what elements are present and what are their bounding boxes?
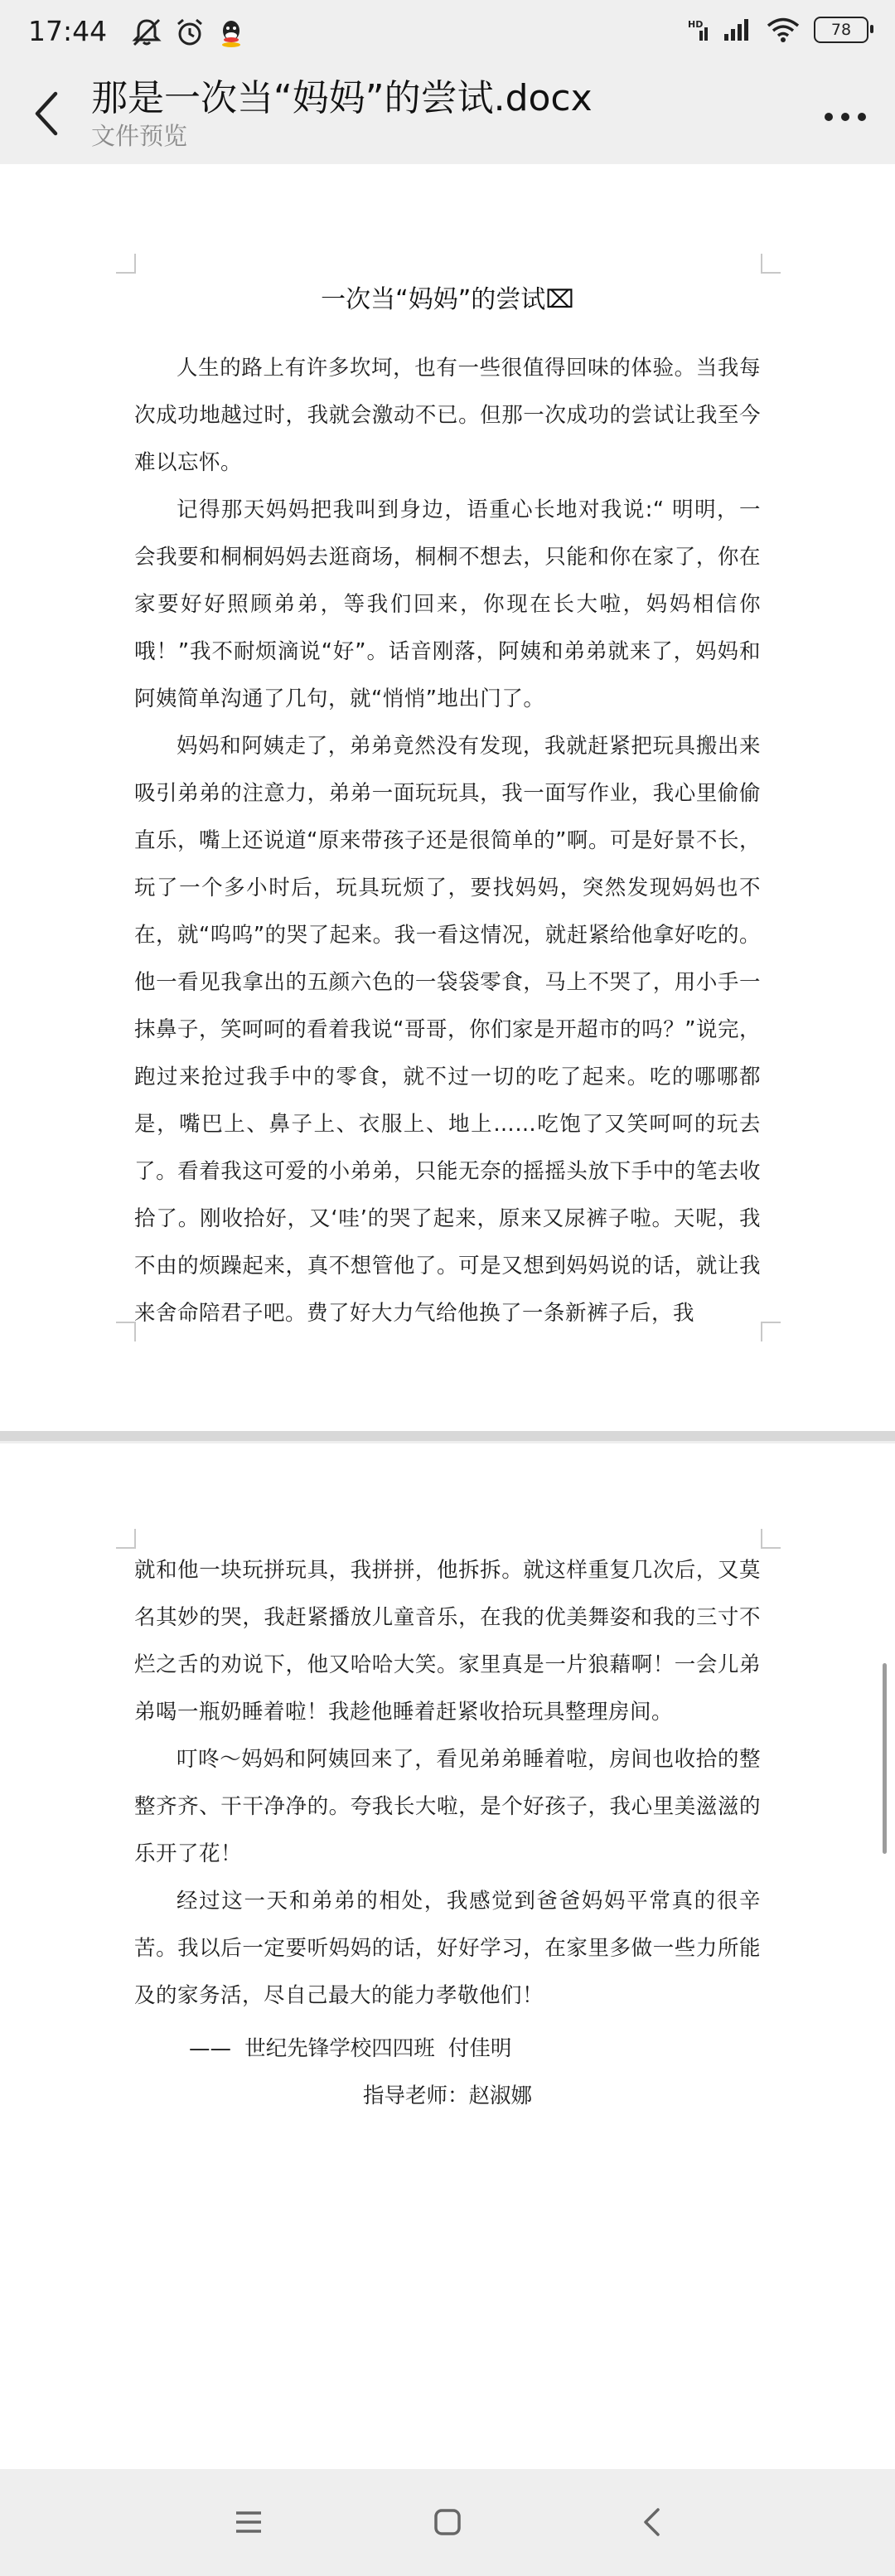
paragraph: 妈妈和阿姨走了，弟弟竟然没有发现，我就赶紧把玩具搬出来吸引弟弟的注意力，弟弟一面玩玩具，我一面写作业，我心里偷偷直乐，嘴上还说道“原来带孩子还是很简单的”啊。可是好景不长，玩了一个多小时后，玩具玩烦了，要找妈妈，突然发现妈妈也不在，就“呜呜”的哭了起来。我一看这情况，就赶紧给他拿好吃的。他一看见我拿出的五颜六色的一袋袋零食，马上不哭了，用小手一抹鼻子，笑呵呵的看着我说“哥哥，你们家是开超市的吗？”说完，跑过来抢过我手中的零食，就不过一切的吃了起来。吃的哪哪都是，嘴巴上、鼻子上、衣服上、地上……吃饱了又笑呵呵的玩去了。看着我这可爱的小弟弟，只能无奈的摇摇头放下手中的笔去收拾了。刚收拾好，又‘哇’的哭了起来，原来又尿裤子啦。天呢，我不由的烦躁起来，真不想管他了。可是又想到妈妈说的话，就让我来舍命陪君子吧。费了好大力气给他换了一条新裤子后，我 [134, 734, 761, 1326]
mute-icon [131, 17, 162, 48]
back-button[interactable] [25, 86, 66, 144]
home-icon [433, 2508, 462, 2540]
page-corner-mark [761, 1322, 781, 1341]
more-button[interactable] [820, 93, 870, 143]
menu-icon [235, 2511, 263, 2537]
document-viewer[interactable] [0, 164, 895, 2469]
page-corner-mark [116, 1322, 136, 1341]
back-nav-icon [642, 2507, 660, 2540]
back-icon [32, 90, 59, 140]
home-button[interactable] [424, 2501, 471, 2547]
teacher-credit: 指导老师：赵淑娜 [362, 2084, 532, 2108]
signal-icon [723, 17, 752, 42]
essay-title: 一次当“妈妈”的尝试⌧ [321, 285, 574, 314]
recent-apps-button[interactable] [225, 2501, 272, 2547]
page-corner-mark [116, 254, 136, 274]
page-corner-mark [761, 1529, 781, 1549]
back-nav-button[interactable] [628, 2501, 675, 2547]
alarm-icon [174, 17, 206, 48]
status-time: 17:44 [28, 15, 108, 47]
wifi-icon [766, 17, 801, 43]
more-icon [823, 110, 868, 126]
document-subtitle: 文件预览 [91, 122, 188, 150]
page-1-text [134, 345, 761, 1337]
paragraph: 叮咚～妈妈和阿姨回来了，看见弟弟睡着啦，房间也收拾的整整齐齐、干干净净的。夸我长大啦，是个好孩子，我心里美滋滋的乐开了花！ [134, 1747, 761, 1866]
page-corner-mark [116, 1529, 136, 1549]
page-2-text [134, 1547, 761, 2020]
paragraph: 就和他一块玩拼玩具，我拼拼，他拆拆。就这样重复几次后，又莫名其妙的哭，我赶紧播放儿童音乐，在我的优美舞姿和我的三寸不烂之舌的劝说下，他又哈哈大笑。家里真是一片狼藉啊！一会儿弟弟喝一瓶奶睡着啦！我趁他睡着赶紧收拾玩具整理房间。 [134, 1558, 761, 1725]
battery-icon: 78 [814, 17, 868, 43]
navigation-bar [0, 2469, 895, 2576]
paragraph: 经过这一天和弟弟的相处，我感觉到爸爸妈妈平常真的很辛苦。我以后一定要听妈妈的话，好好学习，在家里多做一些力所能及的家务活，尽自己最大的能力孝敬他们！ [134, 1889, 761, 2008]
scrollbar[interactable] [883, 1663, 887, 1854]
status-bar [0, 0, 895, 68]
hd-icon [688, 17, 709, 42]
svg-text:HD: HD [688, 19, 704, 30]
title-bar [0, 68, 895, 164]
page-edge [0, 1441, 895, 1443]
paragraph: 人生的路上有许多坎坷，也有一些很值得回味的体验。当我每次成功地越过时，我就会激动不已。但那一次成功的尝试让我至今难以忘怀。 [134, 356, 761, 475]
signature: —— 世纪先锋学校四四班 付佳明 [189, 2036, 512, 2061]
paragraph: 记得那天妈妈把我叫到身边，语重心长地对我说:“ 明明，一会我要和桐桐妈妈去逛商场，桐桐不想去，只能和你在家了，你在家要好好照顾弟弟，等我们回来，你现在长大啦，妈妈相信你哦！”我不耐烦滴说“好”。话音刚落，阿姨和弟弟就来了，妈妈和阿姨简单沟通了几句，就“悄悄”地出门了。 [134, 497, 761, 711]
document-title: 那是一次当“妈妈”的尝试.docx [91, 77, 593, 119]
page-separator [0, 1431, 895, 1441]
qq-icon [217, 17, 245, 47]
page-corner-mark [761, 254, 781, 274]
